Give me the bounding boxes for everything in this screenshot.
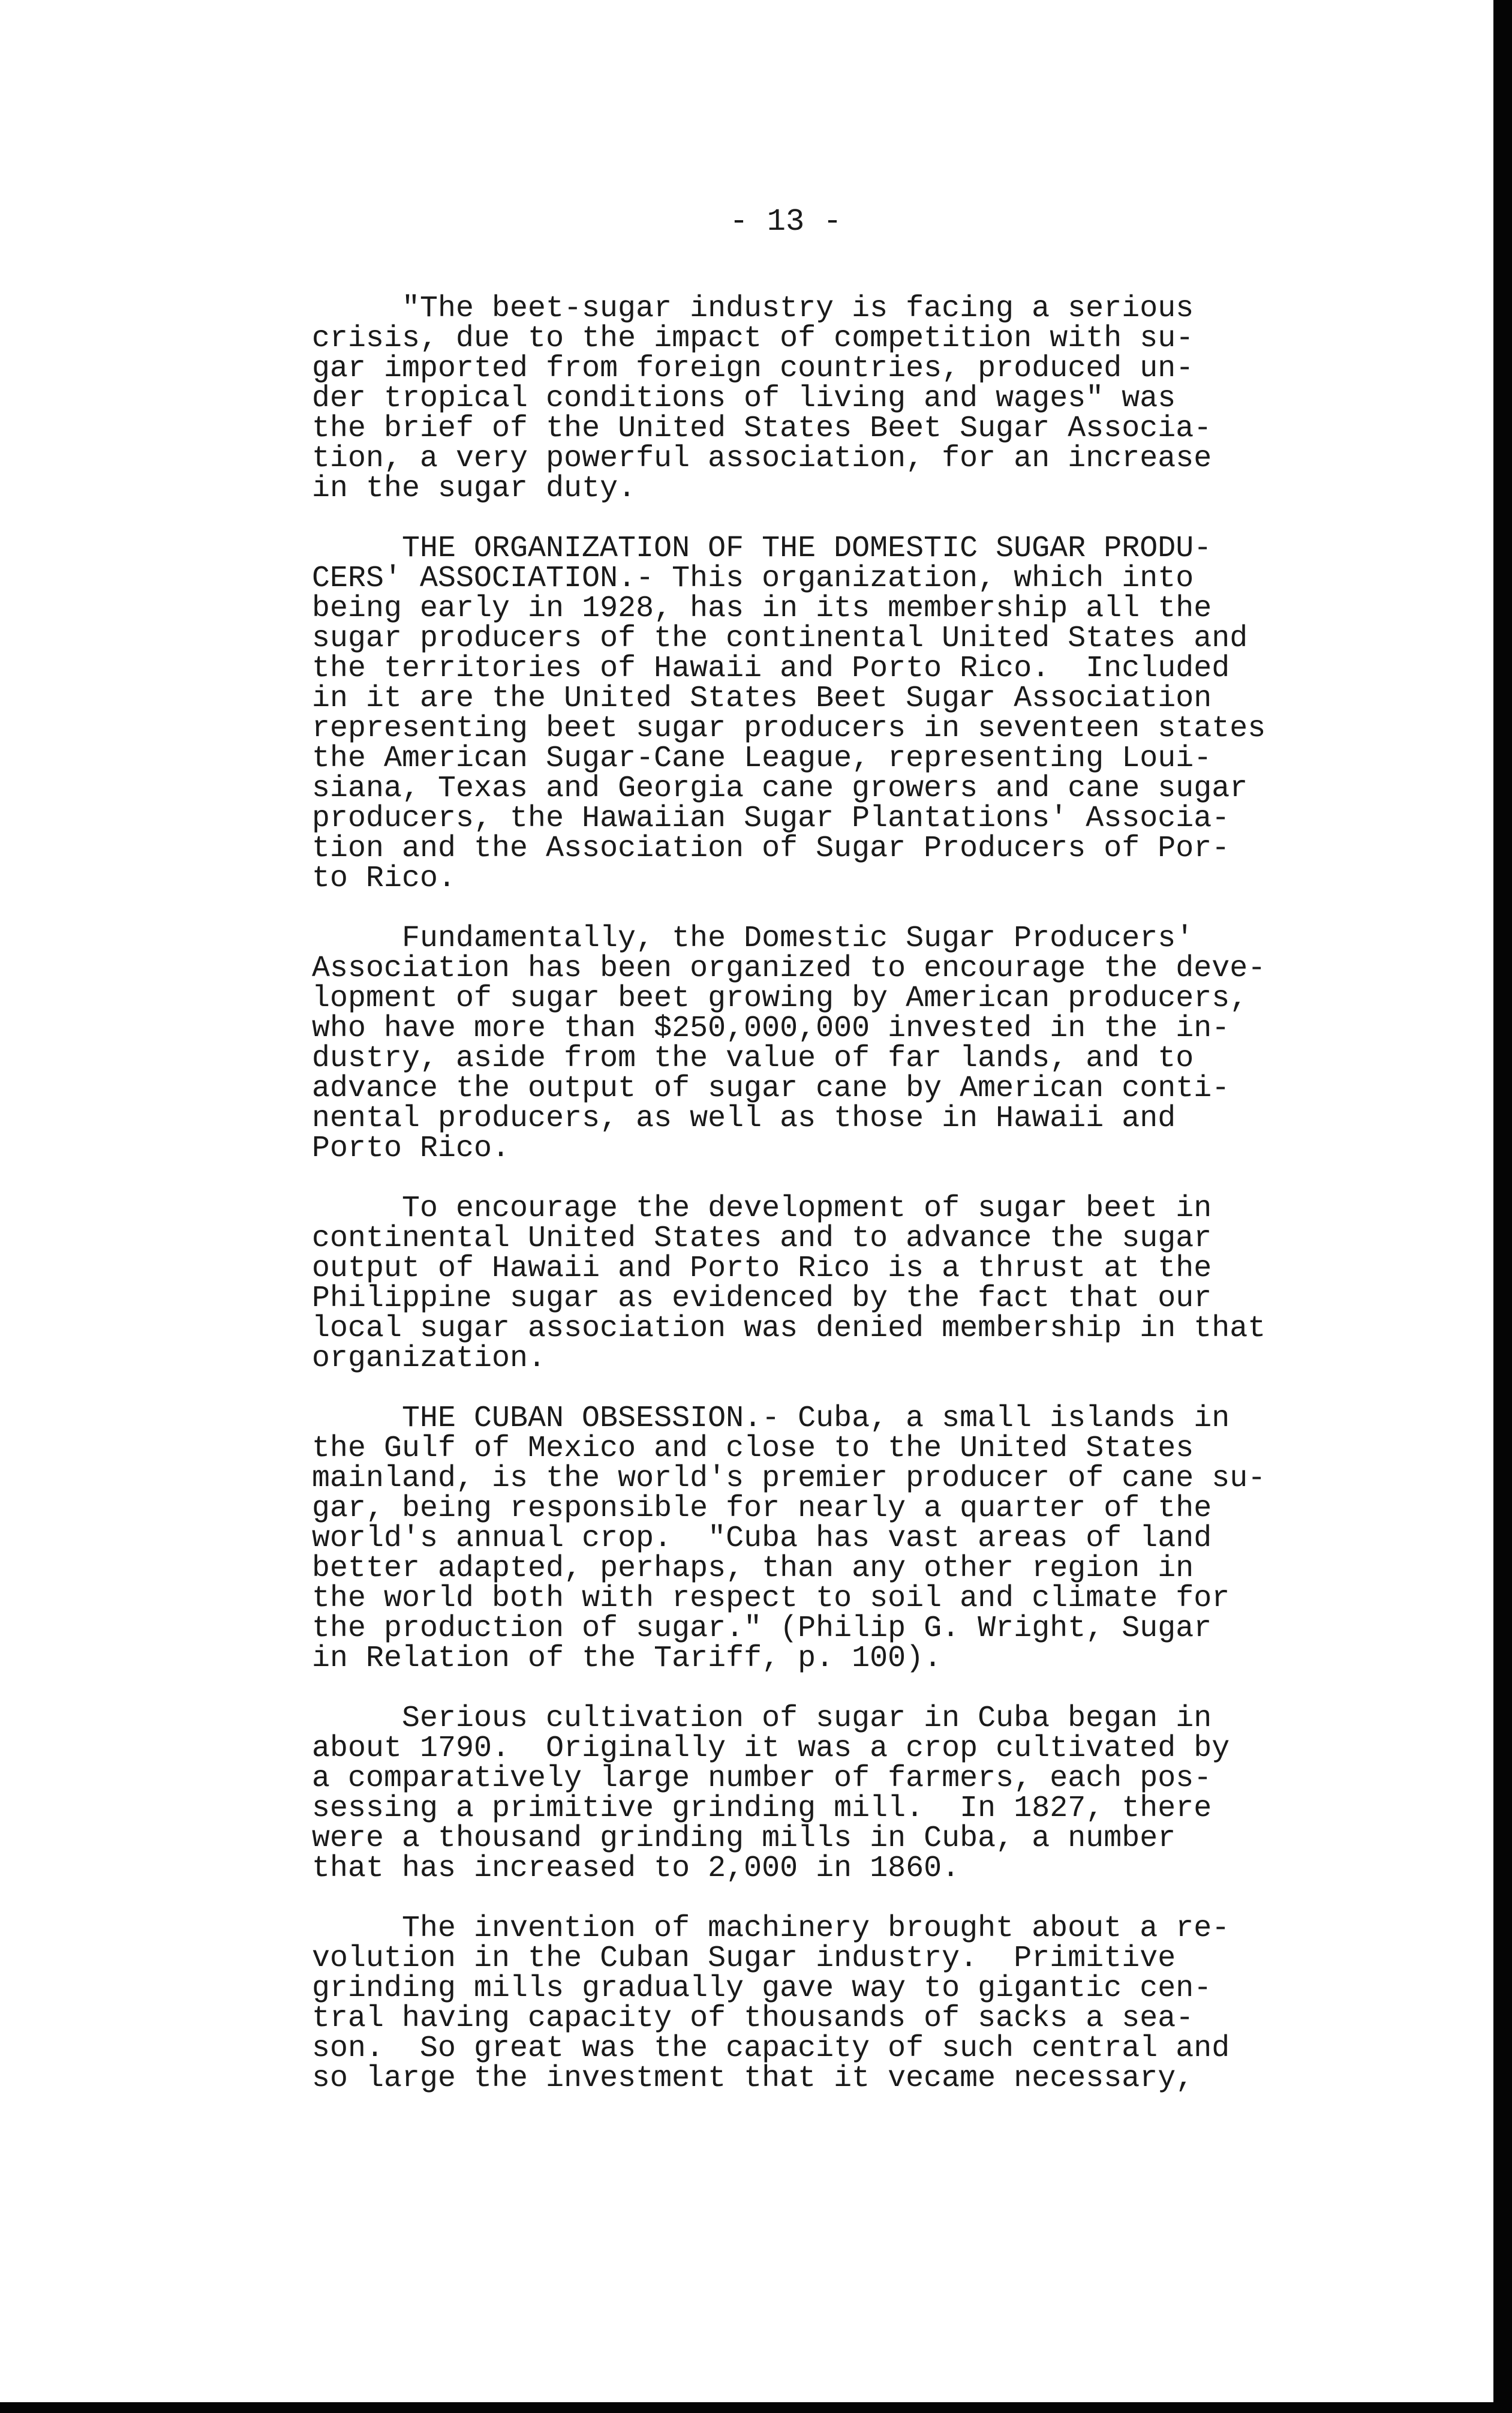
text-line: the American Sugar-Cane League, representing Loui- [312, 742, 1212, 776]
paragraph-serious-cultivation [312, 1701, 1367, 1886]
text-line: the territories of Hawaii and Porto Rico. Included [312, 652, 1230, 686]
text-line: gar, being responsible for nearly a quarter of the [312, 1491, 1212, 1526]
text-line: Fundamentally, the Domestic Sugar Producers' [402, 922, 1194, 956]
paragraph-invention-of-machinery [312, 1911, 1367, 2096]
text-line: about 1790. Originally it was a crop cultivated by [312, 1731, 1230, 1766]
scan-border-right [1493, 0, 1512, 2413]
text-line: output of Hawaii and Porto Rico is a thrust at the [312, 1251, 1212, 1286]
text-line: so large the investment that it vecame necessary, [312, 2061, 1194, 2096]
text-line: being early in 1928, has in its membership all the [312, 592, 1212, 626]
page-number: - 13 - [729, 204, 842, 239]
text-line: local sugar association was denied membership in that [312, 1311, 1266, 1346]
text-line: producers, the Hawaiian Sugar Plantations' Associa- [312, 802, 1230, 836]
text-line: gar imported from foreign countries, produced un- [312, 352, 1194, 386]
text-line: dustry, aside from the value of far lands, and to [312, 1042, 1194, 1076]
text-line: siana, Texas and Georgia cane growers and cane sugar [312, 772, 1248, 806]
text-line: were a thousand grinding mills in Cuba, a number [312, 1821, 1176, 1856]
text-line: advance the output of sugar cane by American conti- [312, 1072, 1230, 1106]
text-line: world's annual crop. "Cuba has vast areas of land [312, 1521, 1212, 1556]
text-line: to Rico. [312, 862, 456, 896]
text-line: tion, a very powerful association, for an increase [312, 442, 1212, 476]
text-line: representing beet sugar producers in seventeen states [312, 712, 1266, 746]
text-line: Porto Rico. [312, 1132, 510, 1166]
body-text [312, 294, 1367, 2124]
text-line: Serious cultivation of sugar in Cuba began in [402, 1701, 1212, 1736]
text-line: THE ORGANIZATION OF THE DOMESTIC SUGAR PRODU- [402, 532, 1212, 566]
text-line: in Relation of the Tariff, p. 100). [312, 1641, 942, 1676]
text-line: sugar producers of the continental United States and [312, 622, 1248, 656]
text-line: "The beet-sugar industry is facing a serious [402, 292, 1194, 326]
text-line: organization. [312, 1341, 546, 1376]
text-line: mainland, is the world's premier producer of cane su- [312, 1461, 1266, 1496]
text-line: grinding mills gradually gave way to gigantic cen- [312, 1971, 1212, 2006]
text-line: better adapted, perhaps, than any other region in [312, 1551, 1194, 1586]
text-line: lopment of sugar beet growing by American producers, [312, 982, 1248, 1016]
text-line: The invention of machinery brought about a re- [402, 1911, 1230, 1946]
text-line: tion and the Association of Sugar Producers of Por- [312, 832, 1230, 866]
text-line: who have more than $250,000,000 invested in the in- [312, 1012, 1230, 1046]
text-line: continental United States and to advance the sugar [312, 1221, 1212, 1256]
text-line: son. So great was the capacity of such central and [312, 2031, 1230, 2066]
text-line: Philippine sugar as evidenced by the fact that our [312, 1281, 1212, 1316]
paragraph-domestic-sugar-producers [312, 534, 1367, 894]
text-line: a comparatively large number of farmers, each pos- [312, 1761, 1212, 1796]
scan-border-bottom [0, 2402, 1512, 2413]
text-line: volution in the Cuban Sugar industry. Primitive [312, 1941, 1176, 1976]
text-line: crisis, due to the impact of competition with su- [312, 322, 1194, 356]
paragraph-encourage-development [312, 1194, 1367, 1374]
text-line: sessing a primitive grinding mill. In 1827, there [312, 1791, 1212, 1826]
text-line: that has increased to 2,000 in 1860. [312, 1851, 960, 1886]
paragraph-fundamentally [312, 924, 1367, 1164]
text-line: tral having capacity of thousands of sacks a sea- [312, 2001, 1194, 2036]
text-line: To encourage the development of sugar beet in [402, 1192, 1212, 1226]
text-line: the production of sugar." (Philip G. Wright, Sugar [312, 1611, 1212, 1646]
paragraph-beet-sugar-brief [312, 294, 1367, 504]
text-line: in the sugar duty. [312, 472, 636, 506]
text-line: Association has been organized to encourage the deve- [312, 952, 1266, 986]
text-line: THE CUBAN OBSESSION.- Cuba, a small islands in [402, 1401, 1230, 1436]
text-line: in it are the United States Beet Sugar Association [312, 682, 1212, 716]
text-line: the brief of the United States Beet Sugar Associa- [312, 412, 1212, 446]
text-line: the Gulf of Mexico and close to the United States [312, 1431, 1194, 1466]
paragraph-cuban-obsession [312, 1401, 1367, 1676]
text-line: CERS' ASSOCIATION.- This organization, which into [312, 562, 1194, 596]
text-line: der tropical conditions of living and wages" was [312, 382, 1176, 416]
text-line: nental producers, as well as those in Hawaii and [312, 1102, 1176, 1136]
text-line: the world both with respect to soil and climate for [312, 1581, 1230, 1616]
